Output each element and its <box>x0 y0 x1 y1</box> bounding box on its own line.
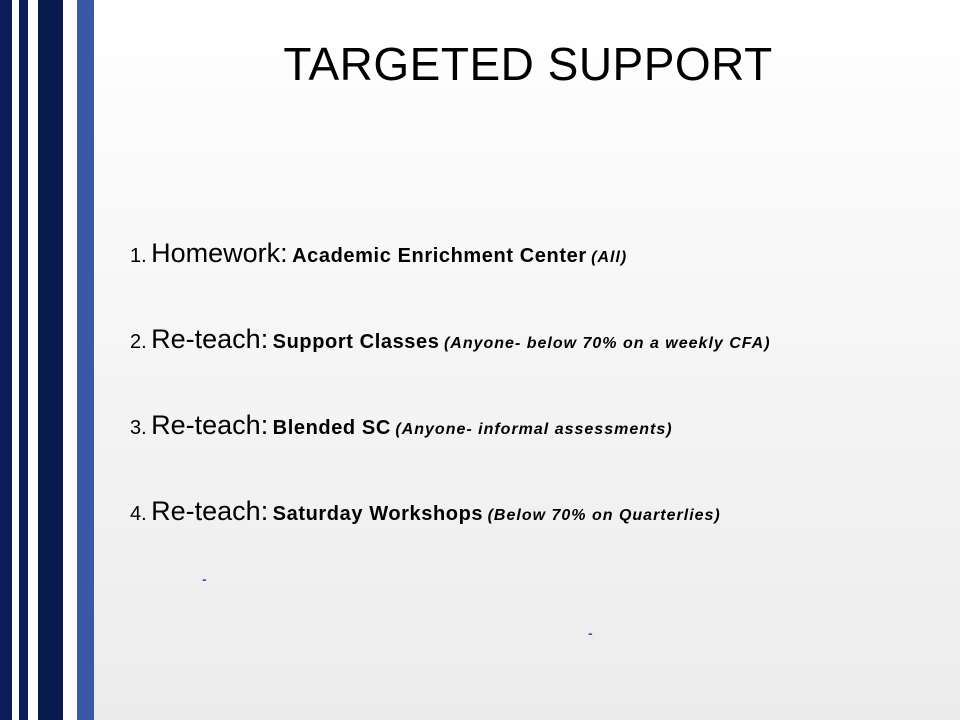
left-stripe-light <box>63 0 77 720</box>
list-item <box>130 232 771 275</box>
item-lead: Re-teach: <box>151 496 269 526</box>
left-stripe-light <box>12 0 19 720</box>
item-program: Saturday Workshops <box>272 503 484 525</box>
item-lead: Re-teach: <box>151 324 269 354</box>
dash-link[interactable]: - <box>588 625 593 641</box>
item-program: Blended SC <box>272 417 391 439</box>
item-program: Support Classes <box>272 331 440 353</box>
list-item <box>130 318 771 361</box>
item-audience: (All) <box>591 249 628 266</box>
support-list <box>130 232 771 576</box>
item-audience: (Anyone- informal assessments) <box>395 421 673 438</box>
item-lead: Re-teach: <box>151 410 269 440</box>
item-audience: (Below 70% on Quarterlies) <box>487 507 721 524</box>
left-stripe-dark <box>38 0 63 720</box>
list-item <box>130 490 771 533</box>
left-stripe-dark <box>0 0 12 720</box>
list-item <box>130 404 771 447</box>
item-number: 1. <box>130 245 147 267</box>
left-stripe-dark <box>19 0 28 720</box>
item-program: Academic Enrichment Center <box>292 245 587 267</box>
item-lead: Homework: <box>151 238 288 268</box>
item-number: 2. <box>130 331 147 353</box>
item-number: 3. <box>130 417 147 439</box>
dash-link[interactable]: - <box>202 571 207 587</box>
slide-title: TARGETED SUPPORT <box>283 38 773 90</box>
item-audience: (Anyone- below 70% on a weekly CFA) <box>443 335 771 352</box>
left-stripe-accent <box>77 0 94 720</box>
item-number: 4. <box>130 503 147 525</box>
left-stripe-light <box>28 0 38 720</box>
